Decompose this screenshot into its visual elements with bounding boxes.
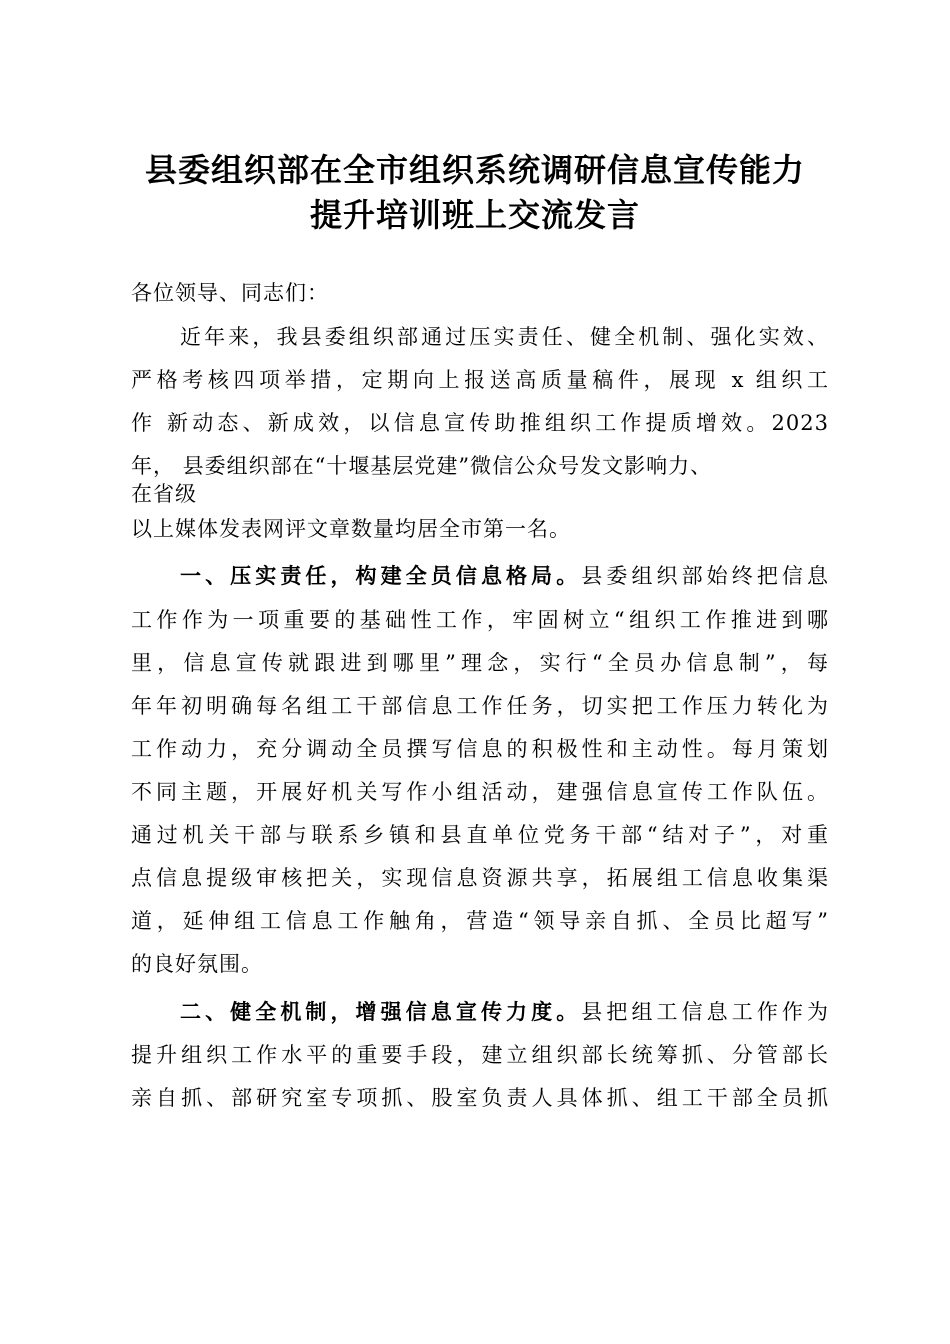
intro-line: 年， 县委组织部在“十堰基层党建”微信公众号发文影响力、 <box>131 454 713 478</box>
section-2-line: 提升组织工作水平的重要手段，建立组织部长统筹抓、分管部长 <box>131 1043 829 1067</box>
section-1-line: 的良好氛围。 <box>131 952 263 976</box>
section-1-line: 工作作为一项重要的基础性工作，牢固树立“组织工作推进到哪 <box>131 608 829 632</box>
section-2-line: 亲自抓、部研究室专项抓、股室负责人具体抓、组工干部全员抓 <box>131 1086 829 1110</box>
section-1-line: 工作动力，充分调动全员撰写信息的积极性和主动性。每月策划 <box>131 737 829 761</box>
section-1-line: 年年初明确每名组工干部信息工作任务，切实把工作压力转化为 <box>131 694 829 718</box>
section-1-line: 不同主题，开展好机关写作小组活动，建强信息宣传工作队伍。 <box>131 780 829 804</box>
intro-line: 在省级 <box>131 482 197 506</box>
document-title-line-1: 县委组织部在全市组织系统调研信息宣传能力 <box>144 151 805 189</box>
section-1-line: 道，延伸组工信息工作触角，营造“领导亲自抓、全员比超写” <box>131 909 829 933</box>
section-1-line: 点信息提级审核把关，实现信息资源共享，拓展组工信息收集渠 <box>131 866 829 890</box>
section-1-line: 里，信息宣传就跟进到哪里”理念，实行“全员办信息制”，每 <box>131 651 829 675</box>
section-2-heading: 二、健全机制，增强信息宣传力度。 <box>180 1000 582 1024</box>
intro-line: 近年来，我县委组织部通过压实责任、健全机制、强化实效、 <box>180 325 829 349</box>
salutation: 各位领导、同志们： <box>131 281 329 305</box>
section-2-first-line <box>180 997 829 1027</box>
intro-line: 以上媒体发表网评文章数量均居全市第一名。 <box>131 517 571 541</box>
section-1-text: 县委组织部始终把信息 <box>581 564 830 588</box>
section-1-heading: 一、压实责任，构建全员信息格局。 <box>180 564 582 588</box>
section-2-text: 县把组工信息工作作为 <box>581 1000 830 1024</box>
intro-line: 作 新动态、新成效，以信息宣传助推组织工作提质增效。2023 <box>131 411 829 435</box>
section-1-first-line <box>180 561 829 591</box>
section-1-line: 通过机关干部与联系乡镇和县直单位党务干部“结对子”，对重 <box>131 823 829 847</box>
document-title-line-2: 提升培训班上交流发言 <box>309 196 640 234</box>
intro-line: 严格考核四项举措，定期向上报送高质量稿件，展现 x 组织工 <box>131 368 829 392</box>
